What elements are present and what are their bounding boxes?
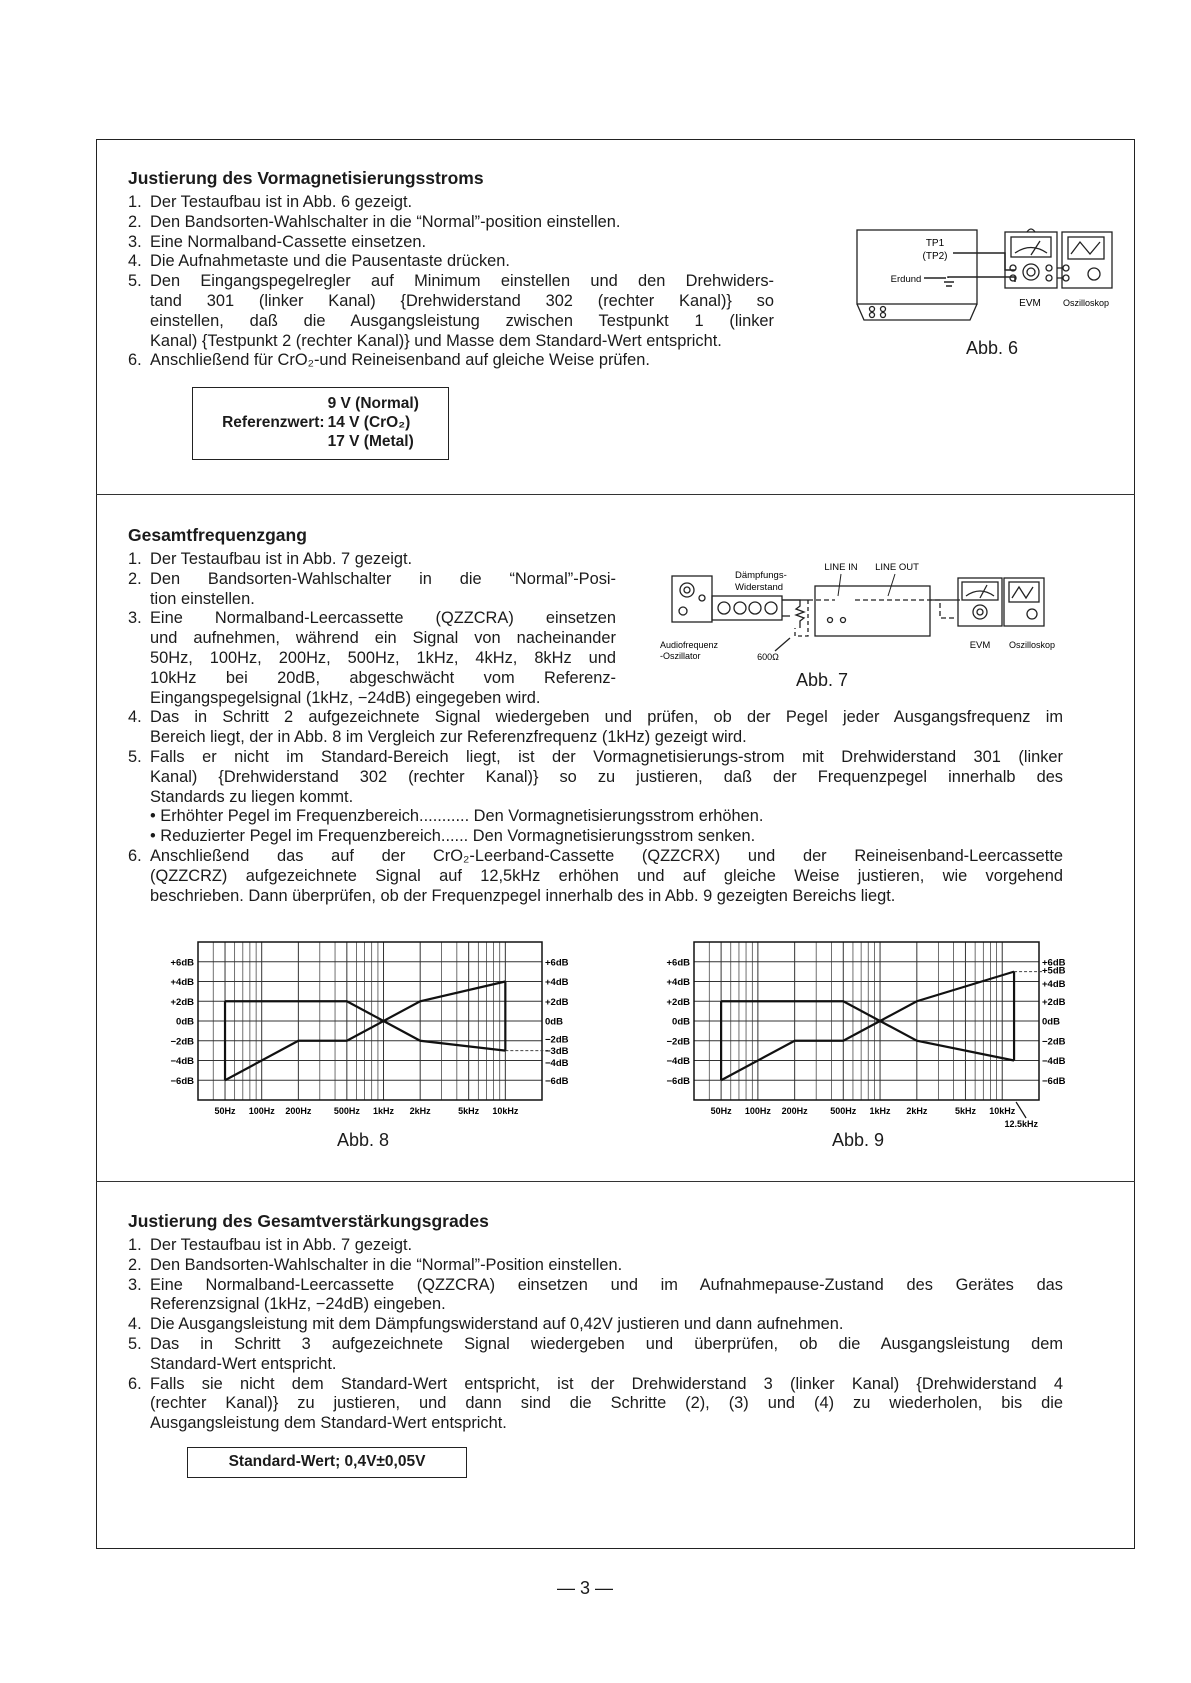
evm-meter-icon <box>1005 229 1057 288</box>
step-text-line: und aufnehmen, während ein Signal von nacheinander <box>150 629 616 648</box>
y-tick-label-left: +6dB <box>666 957 690 969</box>
series-lower-limit <box>721 972 1014 1081</box>
y-tick-label-right: −2dB <box>1042 1036 1066 1048</box>
reference-value-metal: 17 V (Metal) <box>327 433 414 450</box>
y-tick-label-left: −6dB <box>666 1075 690 1087</box>
x-tick-label: 2kHz <box>409 1106 431 1116</box>
y-tick-label-right: +2dB <box>545 996 569 1008</box>
step-number: 1. <box>128 193 142 211</box>
step-text-line: Eine Normalband-Cassette einsetzen. <box>150 232 427 251</box>
y-tick-label-left: −4dB <box>170 1056 194 1067</box>
y-tick-label-left: +6dB <box>170 957 194 969</box>
step-item <box>128 1256 1063 1276</box>
section-heading-frequency-response: Gesamtfrequenzgang <box>128 525 307 545</box>
x-tick-label: 5kHz <box>954 1106 976 1116</box>
step-text-line: Falls sie nicht dem Standard-Wert entspricht, ist der Drehwiderstand 3 (linker Kanal) {Drehwiderstand 4 <box>150 1374 1063 1393</box>
oscilloscope-icon <box>1057 232 1112 288</box>
step-text-line: Referenzsignal (1kHz, −24dB) eingeben. <box>150 1295 446 1314</box>
step-text-line: 50Hz, 100Hz, 200Hz, 500Hz, 1kHz, 4kHz, 8kHz und <box>150 648 616 667</box>
x-tick-label: 500Hz <box>830 1106 857 1116</box>
figure-9-caption: Abb. 9 <box>831 1130 885 1150</box>
step-item <box>128 1375 1063 1434</box>
step-text-line: Den Bandsorten-Wahlschalter in die “Normal”-position einstellen. <box>150 212 621 231</box>
step-text-line: Der Testaufbau ist in Abb. 6 gezeigt. <box>150 193 413 211</box>
oscillator-label-2: -Oszillator <box>660 651 701 661</box>
annotation-leader <box>1016 1102 1026 1118</box>
y-tick-label-right: 0dB <box>545 1016 563 1028</box>
step-item <box>128 213 844 233</box>
y-tick-label-left: +4dB <box>666 977 690 988</box>
figure-7-caption: Abb. 7 <box>795 670 849 690</box>
section-divider <box>96 1181 1135 1182</box>
deck-icon <box>782 586 960 636</box>
ground-label: Erdund <box>890 274 922 285</box>
step-text-line: beschrieben. Dann überprüfen, ob der Frequenzpegel innerhalb des in Abb. 9 gezeigten Bereichs liegt. <box>150 886 896 905</box>
y-tick-label-left: −6dB <box>170 1075 194 1087</box>
step-number: 1. <box>128 550 142 568</box>
y-tick-label-right: −4dB <box>1042 1056 1066 1067</box>
line-out-label: LINE OUT <box>875 562 919 573</box>
figure-8-caption: Abb. 8 <box>336 1130 390 1150</box>
x-tick-label: 100Hz <box>744 1106 771 1116</box>
step-number: 6. <box>128 846 142 865</box>
step-number: 4. <box>128 1315 142 1334</box>
x-annotation-label: 12.5kHz <box>1004 1119 1039 1129</box>
step-text-line: tion einstellen. <box>150 589 255 608</box>
oscillator-label-1: Audiofrequenz <box>660 640 719 650</box>
step-number: 3. <box>128 232 142 251</box>
step-item <box>128 708 1063 748</box>
step-item <box>128 1236 1063 1256</box>
y-tick-label-right: +4dB <box>1042 979 1066 990</box>
x-tick-label: 50Hz <box>710 1106 732 1116</box>
figure-6-caption: Abb. 6 <box>965 338 1019 358</box>
step-item <box>128 272 844 351</box>
step-text-line: Kanal) {Testpunkt 2 (rechter Kanal)} und Masse dem Standard-Wert entspricht. <box>150 331 722 350</box>
evm-label: EVM <box>1019 298 1041 309</box>
step-item <box>128 1335 1063 1375</box>
step-item <box>128 847 1063 906</box>
step-text-line: Eine Normalband-Leercassette (QZZCRA) einsetzen <box>150 609 616 628</box>
step-text-line: Die Aufnahmetaste und die Pausentaste drücken. <box>150 252 510 271</box>
bias-current-steps <box>128 193 844 371</box>
step-text-line: Eingangspegelsignal (1kHz, −24dB) eingegeben wird. <box>150 688 541 707</box>
x-tick-label: 200Hz <box>781 1106 808 1116</box>
line-in-label: LINE IN <box>824 562 858 573</box>
attenuator-label-2: Widerstand <box>735 582 784 593</box>
step-number: 4. <box>128 252 142 271</box>
figure-8-frequency-response-chart <box>140 930 590 1120</box>
oscilloscope-label: Oszilloskop <box>1062 298 1110 308</box>
tp1-label: TP1 <box>925 238 945 249</box>
step-text-line: (QZZCRZ) aufgezeichnete Signal auf 12,5kHz erhöhen und auf gleiche Weise justieren, wie vorgehend <box>150 866 1063 885</box>
step-text-line: Der Testaufbau ist in Abb. 7 gezeigt. <box>150 550 413 568</box>
step-text-line: Eine Normalband-Leercassette (QZZCRA) einsetzen und im Aufnahmepause-Zustand des Gerätes das <box>150 1275 1063 1294</box>
reference-value-normal: 9 V (Normal) <box>327 395 419 412</box>
step-number: 4. <box>128 708 142 727</box>
x-tick-label: 500Hz <box>333 1106 360 1116</box>
step-number: 1. <box>128 1236 142 1254</box>
section-heading-bias-current: Justierung des Vormagnetisierungsstroms <box>128 168 484 188</box>
series-lower-limit <box>225 982 505 1081</box>
reference-value-cro2: 14 V (CrO₂) <box>327 414 411 431</box>
y-tick-label-left: −2dB <box>170 1036 194 1048</box>
y-tick-label-left: +2dB <box>666 996 690 1008</box>
step-text-line: Standard-Wert entspricht. <box>150 1354 337 1373</box>
y-tick-label-left: 0dB <box>176 1016 194 1028</box>
y-tick-label-right: −4dB <box>545 1058 569 1069</box>
step-text-line: Ausgangsleistung dem Standard-Wert entspricht. <box>150 1414 507 1433</box>
step-text-line: Standards zu liegen kommt. <box>150 787 354 806</box>
x-tick-label: 100Hz <box>248 1106 275 1116</box>
y-tick-label-right: +4dB <box>545 977 569 988</box>
resistor-icon <box>775 600 808 651</box>
oscilloscope-icon <box>1004 578 1044 626</box>
y-tick-label-right: −6dB <box>1042 1075 1066 1087</box>
step-text-line: Das in Schritt 2 aufgezeichnete Signal wiedergeben und prüfen, ob der Pegel jeder Ausgangsfrequenz im <box>150 708 1063 727</box>
attenuator-icon <box>712 596 782 620</box>
x-tick-label: 200Hz <box>285 1106 312 1116</box>
step-number: 2. <box>128 1255 142 1274</box>
y-tick-label-left: −4dB <box>666 1056 690 1067</box>
y-tick-label-right: +2dB <box>1042 996 1066 1008</box>
step-number: 5. <box>128 747 142 766</box>
step-item <box>128 351 844 371</box>
step-number: 5. <box>128 272 142 291</box>
y-tick-label-right: +6dB <box>545 957 569 969</box>
step-text-line: Den Eingangspegelregler auf Minimum einstellen und den Drehwiders- <box>150 272 774 291</box>
y-tick-label-left: +4dB <box>170 977 194 988</box>
y-tick-label-right: −3dB <box>545 1046 569 1058</box>
y-tick-label-right: +5dB <box>1042 965 1066 977</box>
step-item <box>128 193 844 213</box>
step-item <box>128 233 844 253</box>
step-text-line: Die Ausgangsleistung mit dem Dämpfungswiderstand auf 0,42V justieren und dann aufnehmen. <box>150 1315 844 1334</box>
step-text-line: Den Bandsorten-Wahlschalter in die “Normal”-Position einstellen. <box>150 1255 623 1274</box>
figure-9-frequency-response-chart <box>636 930 1096 1130</box>
step-item <box>128 1276 1063 1316</box>
step-number: 6. <box>128 351 142 370</box>
step-number: 5. <box>128 1334 142 1353</box>
step-text-line: Bereich liegt, der in Abb. 8 im Vergleich zur Referenzfrequenz (1kHz) gezeigt wird. <box>150 728 747 747</box>
x-tick-label: 50Hz <box>214 1106 236 1116</box>
x-tick-label: 1kHz <box>869 1106 891 1116</box>
figure-7-test-setup <box>640 556 1090 671</box>
standard-value: Standard-Wert; 0,4V±0,05V <box>228 1453 426 1470</box>
x-tick-label: 1kHz <box>373 1106 395 1116</box>
step-text-line: Falls er nicht im Standard-Bereich liegt, ist der Vormagnetisierungs-strom mit Drehwiderstand 301 (linker <box>150 747 1063 766</box>
step-number: 3. <box>128 1275 142 1294</box>
y-tick-label-left: −2dB <box>666 1036 690 1048</box>
step-text-line: Den Bandsorten-Wahlschalter in die “Normal”-Posi- <box>150 569 616 588</box>
reference-value-box <box>192 387 449 460</box>
series-upper-limit <box>225 1001 505 1050</box>
step-text-line: Das in Schritt 3 aufgezeichnete Signal wiedergeben und überprüfen, ob die Ausgangsleistung dem <box>150 1334 1063 1353</box>
page-number: — 3 — <box>556 1578 614 1598</box>
overall-gain-steps <box>128 1236 1063 1434</box>
evm-meter-icon <box>958 578 1002 626</box>
step-text-line: • Erhöhter Pegel im Frequenzbereich........... Den Vormagnetisierungsstrom erhöhen. <box>150 807 764 826</box>
step-number: 2. <box>128 212 142 231</box>
step-item <box>128 748 1063 847</box>
tp2-label: (TP2) <box>922 251 948 262</box>
step-text-line: (rechter Kanal)} zu justieren, und dann sind die Schritte (2), (3) und (4) zu wiederholen, bis die <box>150 1394 1063 1413</box>
step-item <box>128 1315 1063 1335</box>
step-number: 2. <box>128 569 142 588</box>
x-tick-label: 2kHz <box>906 1106 928 1116</box>
section-heading-overall-gain: Justierung des Gesamtverstärkungsgrades <box>128 1211 489 1231</box>
step-text-line: Anschließend das auf der CrO₂-Leerband-Cassette (QZZCRX) und der Reineisenband-Leercassette <box>150 846 1063 865</box>
step-text-line: tand 301 (linker Kanal) {Drehwiderstand 302 (rechter Kanal)} so <box>150 291 774 310</box>
x-tick-label: 10kHz <box>492 1106 519 1116</box>
step-number: 6. <box>128 1374 142 1393</box>
evm-label: EVM <box>969 640 991 651</box>
step-text-line: 10kHz bei 20dB, abgeschwächt vom Referenz- <box>150 668 616 687</box>
reference-label: Referenzwert: <box>222 414 325 431</box>
y-tick-label-right: −6dB <box>545 1075 569 1087</box>
step-text-line: Kanal) {Drehwiderstand 302 (rechter Kanal)} so zu justieren, daß der Frequenzpegel innerhalb des <box>150 767 1063 786</box>
section-divider <box>96 494 1135 495</box>
resistor-label: 600Ω <box>757 652 779 662</box>
step-number: 3. <box>128 609 142 628</box>
y-tick-label-right: 0dB <box>1042 1016 1060 1028</box>
x-tick-label: 10kHz <box>989 1106 1016 1116</box>
step-text-line: einstellen, daß die Ausgangsleistung zwischen Testpunkt 1 (linker <box>150 311 774 330</box>
audio-oscillator-icon <box>672 576 712 622</box>
y-tick-label-right: −2dB <box>545 1034 569 1046</box>
x-tick-label: 5kHz <box>458 1106 480 1116</box>
series-upper-limit <box>721 1001 1014 1060</box>
y-tick-label-left: +2dB <box>170 996 194 1008</box>
oscilloscope-label: Oszilloskop <box>1008 640 1056 650</box>
step-item <box>128 252 844 272</box>
y-tick-label-left: 0dB <box>672 1016 690 1028</box>
step-text-line: Der Testaufbau ist in Abb. 7 gezeigt. <box>150 1236 413 1254</box>
y-tick-label-right: +6dB <box>1042 957 1066 969</box>
attenuator-label-1: Dämpfungs- <box>735 570 787 581</box>
standard-value-box <box>187 1447 467 1478</box>
figure-6-test-setup <box>850 222 1135 332</box>
step-text-line: • Reduzierter Pegel im Frequenzbereich...... Den Vormagnetisierungsstrom senken. <box>150 827 756 846</box>
step-text-line: Anschließend für CrO₂-und Reineisenband auf gleiche Weise prüfen. <box>150 351 650 370</box>
